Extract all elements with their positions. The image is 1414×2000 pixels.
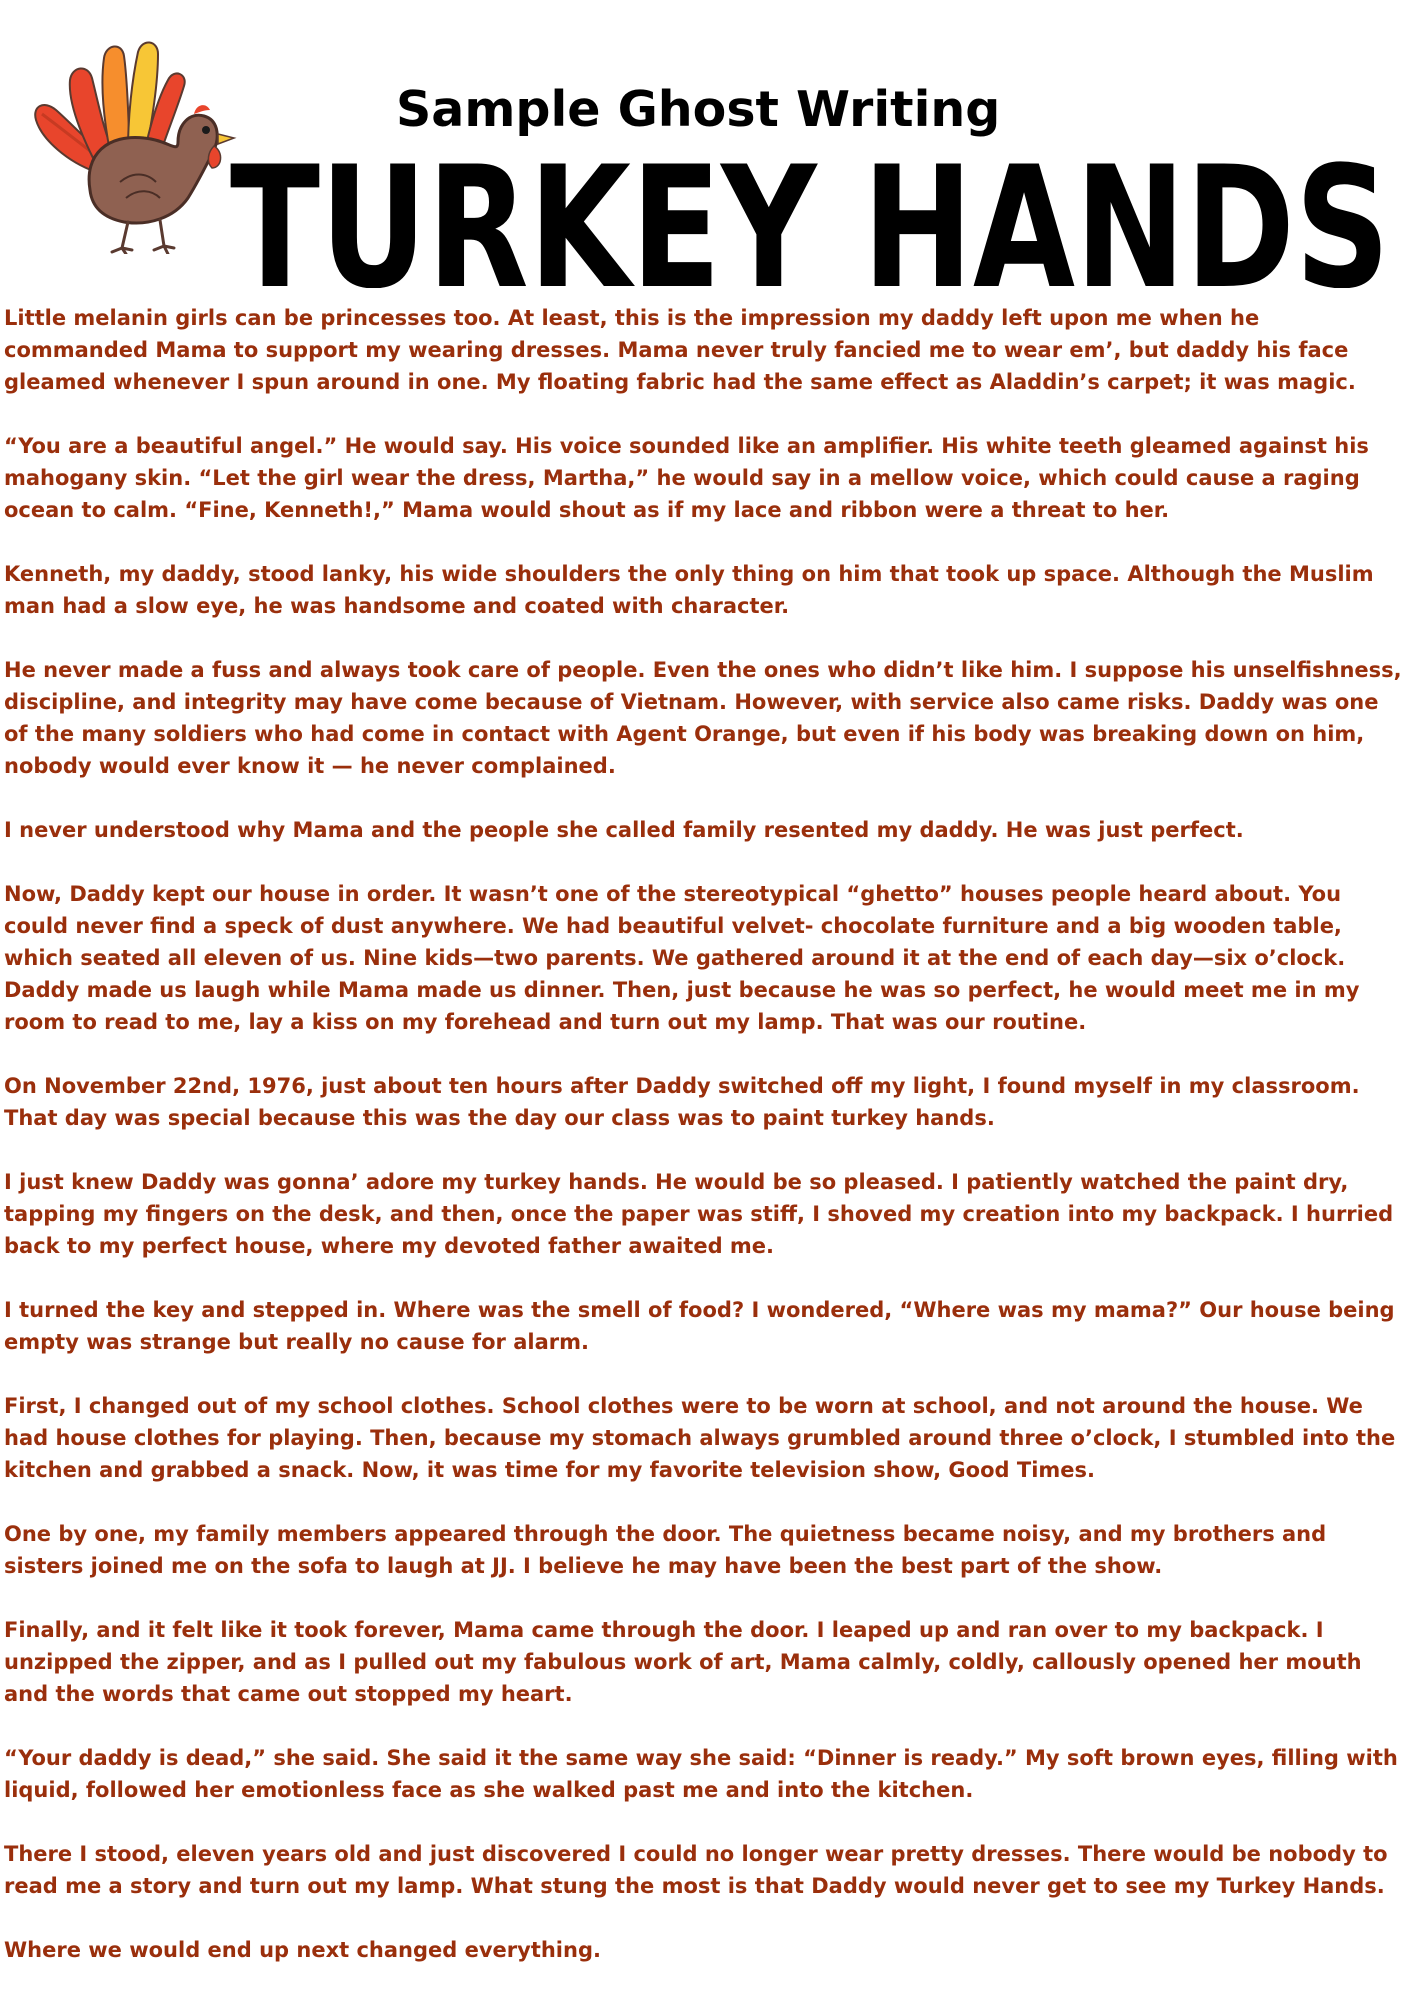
story-paragraph: Now, Daddy kept our house in order. It wasn’t one of the stereotypical “ghetto” houses people heard about. You could never find a speck of dust anywhere. We had beautiful velvet- chocolate furniture and a big wooden table, which seated all eleven of us. Nine kids—two parents. We gathered around it at the end of each day—six o’clock. Daddy made us laugh while Mama made us dinner. Then, just because he was so perfect, he would meet me in my room to read to me, lay a kiss on my forehead and turn out my lamp. That was our routine.: [4, 882, 1360, 1034]
story-paragraph: Kenneth, my daddy, stood lanky, his wide shoulders the only thing on him that took up space. Although the Muslim man had a slow eye, he was handsome and coated with character.: [4, 562, 1374, 618]
story-paragraph: Finally, and it felt like it took forever, Mama came through the door. I leaped up and ran over to my backpack. I unzipped the zipper, and as I pulled out my fabulous work of art, Mama calmly, coldly, callously opened her mouth and the words that came out stopped my heart.: [4, 1618, 1362, 1706]
story-paragraph: There I stood, eleven years old and just discovered I could no longer wear pretty dresses. There would be nobody to read me a story and turn out my lamp. What stung the most is that Daddy would never get to see my Turkey Hands.: [4, 1842, 1388, 1898]
story-paragraph: “Your daddy is dead,” she said. She said it the same way she said: “Dinner is ready.” My soft brown eyes, filling with liquid, followed her emotionless face as she walked past me and into the kitchen.: [4, 1746, 1398, 1802]
page-title-text: TURKEY HANDS: [230, 148, 1390, 288]
turkey-hand-icon: [28, 22, 258, 254]
page-title: [230, 148, 1396, 288]
story-paragraph: I turned the key and stepped in. Where was the smell of food? I wondered, “Where was my mama?” Our house being empty was strange but really no cause for alarm.: [4, 1298, 1395, 1354]
story-body: [4, 302, 1408, 1966]
story-paragraph: On November 22nd, 1976, just about ten hours after Daddy switched off my light, I found myself in my classroom. That day was special because this was the day our class was to paint turkey hands.: [4, 1074, 1360, 1130]
story-paragraph: First, I changed out of my school clothes. School clothes were to be worn at school, and not around the house. We had house clothes for playing. Then, because my stomach always grumbled around three o’clock, I stumbled into the kitchen and grabbed a snack. Now, it was time for my favorite television show, Good Times.: [4, 1394, 1396, 1482]
story-paragraph: One by one, my family members appeared through the door. The quietness became noisy, and my brothers and sisters joined me on the sofa to laugh at JJ. I believe he may have been the best part of the show.: [4, 1522, 1327, 1578]
story-paragraph: I just knew Daddy was gonna’ adore my turkey hands. He would be so pleased. I patiently watched the paint dry, tapping my fingers on the desk, and then, once the paper was stiff, I shoved my creation into my backpack. I hurried back to my perfect house, where my devoted father awaited me.: [4, 1170, 1394, 1258]
story-paragraph: Little melanin girls can be princesses too. At least, this is the impression my daddy left upon me when he commanded Mama to support my wearing dresses. Mama never truly fancied me to wear em’, but daddy his face gleamed whenever I spun around in one. My floating fabric had the same effect as Aladdin’s carpet; it was magic.: [4, 306, 1356, 394]
page-header: [0, 0, 1414, 300]
story-paragraph: He never made a fuss and always took care of people. Even the ones who didn’t like him. I suppose his unselfishness, discipline, and integrity may have come because of Vietnam. However, with service also came risks. Daddy was one of the many soldiers who had come in contact with Agent Orange, but even if his body was breaking down on him, nobody would ever know it — he never complained.: [4, 658, 1402, 778]
page-subtitle: Sample Ghost Writing: [396, 81, 1001, 138]
story-paragraph: I never understood why Mama and the people she called family resented my daddy. He was just perfect.: [4, 818, 1244, 842]
story-paragraph: Where we would end up next changed everything.: [4, 1938, 601, 1962]
story-paragraph: “You are a beautiful angel.” He would say. His voice sounded like an amplifier. His white teeth gleamed against his mahogany skin. “Let the girl wear the dress, Martha,” he would say in a mellow voice, which could cause a raging ocean to calm. “Fine, Kenneth!,” Mama would shout as if my lace and ribbon were a threat to her.: [4, 434, 1369, 522]
